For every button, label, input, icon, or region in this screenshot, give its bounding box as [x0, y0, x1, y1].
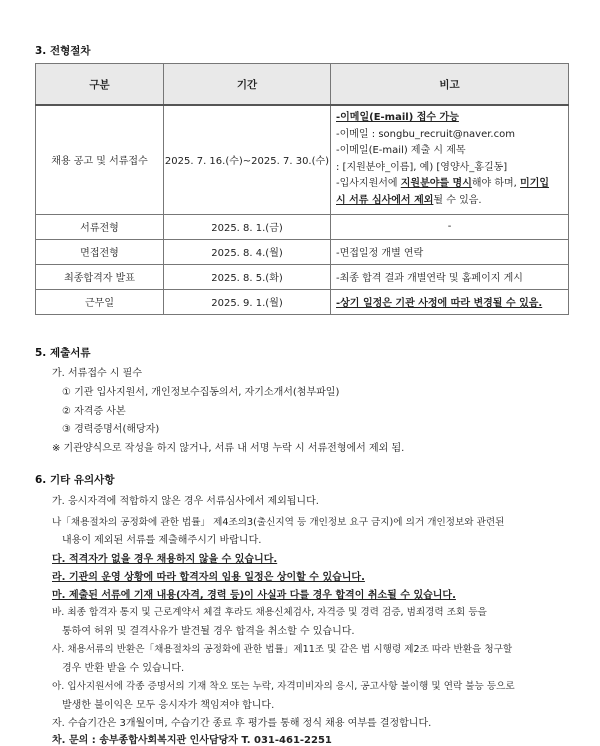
doc-line-emphasis: 라. 기관의 운영 상황에 따라 합격자의 임용 일정은 상이할 수 있습니다. [52, 572, 365, 583]
note-email-subject: -이메일(E-mail) 제출 시 제목 [336, 145, 466, 157]
row-note [331, 289, 569, 314]
table-row [36, 264, 569, 289]
note-part: 될 수 있음. [433, 194, 482, 206]
row-category: 면접전형 [36, 239, 164, 264]
note-email-address: -이메일 : songbu_recruit@naver.com [336, 128, 515, 140]
doc-line: ② 자격증 사본 [62, 406, 126, 417]
table-header-row [36, 64, 569, 106]
row-period: 2025. 8. 4.(월) [164, 239, 331, 264]
header-period: 기간 [164, 64, 331, 106]
table-row [36, 289, 569, 314]
section6-title: 6. 기타 유의사항 [35, 474, 115, 486]
note-part: 지원분야를 명시 [400, 178, 472, 190]
doc-line: 가. 응시자격에 적합하지 않은 경우 서류심사에서 제외됩니다. [52, 496, 319, 507]
doc-line: ③ 경력증명서(해당자) [62, 424, 160, 435]
row-category: 채용 공고 및 서류접수 [36, 105, 164, 214]
header-note: 비고 [331, 64, 569, 106]
note-part: 시 서류 심사에서 제외 [336, 194, 434, 206]
row-period: 2025. 8. 5.(화) [164, 264, 331, 289]
row-note: -면접일정 개별 연락 [331, 239, 569, 264]
doc-line: 발생한 불이익은 모두 응시자가 책임져야 합니다. [62, 700, 275, 711]
doc-line: ※ 기관양식으로 작성을 하지 않거나, 서류 내 서명 누락 시 서류전형에서 제외 됨. [52, 443, 405, 454]
doc-line: 내용이 제외된 서류를 제출해주시기 바랍니다. [62, 535, 262, 546]
note-subject-example: : [지원분야_이름], 예) [영양사_홍길동] [336, 161, 508, 173]
doc-line: 자. 수습기간은 3개월이며, 수습기간 종료 후 평가를 통해 정식 채용 여부를 결정합니다. [52, 718, 432, 729]
doc-line: 나「채용절차의 공정화에 관한 법률」 제4조의3(출신지역 등 개인정보 요구 금지)에 의거 개인정보와 관련된 [52, 517, 505, 528]
row-note [331, 105, 569, 214]
section3-title: 3. 전형절차 [35, 45, 91, 57]
doc-line: 가. 서류접수 시 필수 [52, 368, 142, 379]
header-category: 구분 [36, 64, 164, 106]
note-email-available: -이메일(E-mail) 접수 가능 [336, 111, 459, 123]
doc-line: ① 기관 입사지원서, 개인정보수집동의서, 자기소개서(첨부파일) [62, 387, 340, 398]
note-part: 해야 하며, [471, 178, 521, 190]
section5-title: 5. 제출서류 [35, 347, 91, 359]
row-period: 2025. 8. 1.(금) [164, 214, 331, 239]
schedule-change-notice: -상기 일정은 기관 사정에 따라 변경될 수 있음. [336, 298, 543, 309]
doc-line: 사. 채용서류의 반환은「채용절차의 공정화에 관한 법률」제11조 및 같은 법 시행령 제2조 따라 반환을 청구할 [52, 644, 513, 655]
contact-line: 차. 문의 : 송부종합사회복지관 인사담당자 T. 031-461-2251 [52, 735, 332, 746]
schedule-table [35, 63, 569, 315]
table-row [36, 239, 569, 264]
row-category: 근무일 [36, 289, 164, 314]
doc-line: 경우 반환 받을 수 있습니다. [62, 663, 185, 674]
table-row [36, 214, 569, 239]
row-category: 최종합격자 발표 [36, 264, 164, 289]
doc-line: 통하여 허위 및 결격사유가 발견될 경우 합격을 취소할 수 있습니다. [62, 626, 355, 637]
row-period: 2025. 7. 16.(수)~2025. 7. 30.(수) [164, 105, 331, 214]
table-row [36, 105, 569, 214]
row-note: -최종 합격 결과 개별연락 및 홈페이지 게시 [331, 264, 569, 289]
row-note: - [331, 214, 569, 239]
doc-line-emphasis: 마. 제출된 서류에 기재 내용(자격, 경력 등)이 사실과 다를 경우 합격이 취소될 수 있습니다. [52, 590, 456, 601]
doc-line: 바. 최종 합격자 통지 및 근로계약서 체결 후라도 채용신체검사, 자격증 및 경력 검증, 범죄경력 조회 등을 [52, 607, 487, 618]
note-part: 미기입 [520, 178, 550, 190]
doc-line: 아. 입사지원서에 각종 증명서의 기재 착오 또는 누락, 자격미비자의 응시, 공고사항 불이행 및 연락 불능 등으로 [52, 681, 515, 692]
note-part: -입사지원서에 [336, 178, 401, 190]
doc-line-emphasis: 다. 적격자가 없을 경우 채용하지 않을 수 있습니다. [52, 554, 278, 565]
row-period: 2025. 9. 1.(월) [164, 289, 331, 314]
row-category: 서류전형 [36, 214, 164, 239]
